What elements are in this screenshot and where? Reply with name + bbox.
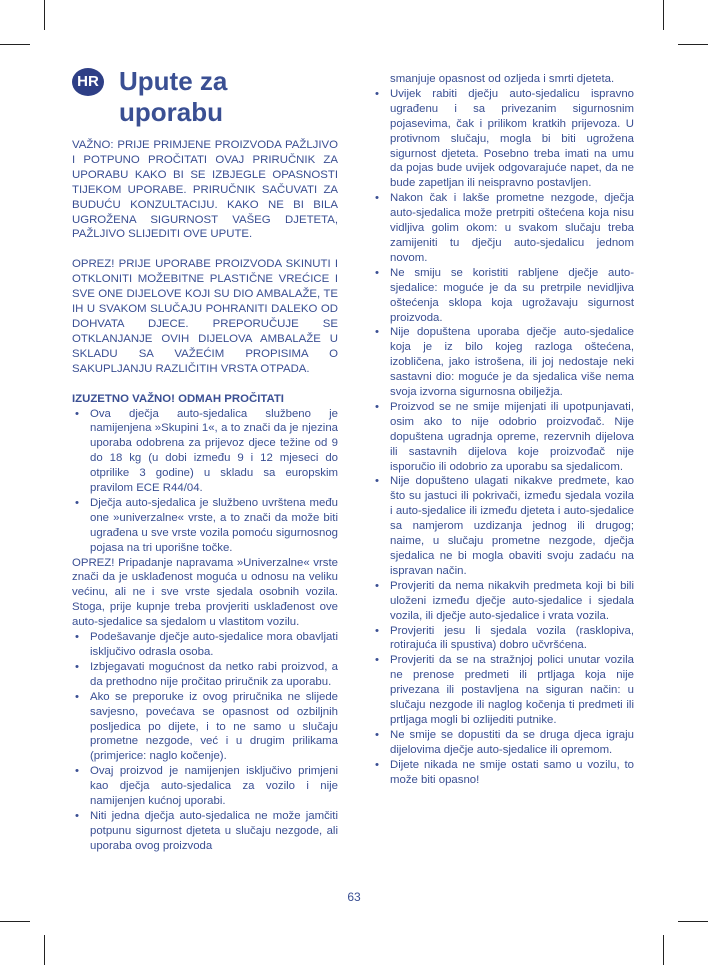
- list-item: • Ovaj proizvod je namijenjen isključivo primjeni kao dječja auto-sjedalica za vozilo i nije namijenjen kućnoj uporabi.: [72, 764, 338, 809]
- language-badge: HR: [72, 68, 104, 96]
- list-item: • Podešavanje dječje auto-sjedalice mora obavljati isključivo odrasla osoba.: [72, 630, 338, 660]
- caution-paragraph: OPREZ! PRIJE UPORABE PROIZVODA SKINUTI I OTKLONITI MOŽEBITNE PLASTIČNE VREĆICE I SVE ONE DIJELOVE KOJI SU DIO AMBALAŽE, TE IH U SVAKOM SLUČAJU POHRANITI DALEKO OD DOHVATA DJECE. PREPORUČUJE SE OTKLANJANJE OVIH DIJELOVA AMBALAŽE U SKLADU SA VAŽEĆIM PROPISIMA O SAKUPLJANJU RAZLIČITIH VRSTA OTPADA.: [72, 258, 338, 375]
- list-item: • Dijete nikada ne smije ostati samo u vozilu, to može biti opasno!: [372, 758, 634, 788]
- list-item: • Provjeriti da se na stražnjoj polici unutar vozila ne prenose predmeti ili prtljaga koja nije privezana ili postavljena na siguran način: u slučaju nezgode ili naglog kočenja ti predmeti ili prtljaga mogli bi ozlijediti putnike.: [372, 653, 634, 728]
- crop-mark: [663, 0, 664, 30]
- page-number: 63: [347, 890, 361, 904]
- crop-mark: [678, 921, 708, 922]
- list-item: • Dječja auto-sjedalica je službeno uvrštena među one »univerzalne« vrste, a to znači da može biti ugrađena u sve vrste vozila pomoću sigurnosnog pojasa na tri uporišne točke.: [72, 496, 338, 556]
- section-heading: IZUZETNO VAŽNO! ODMAH PROČITATI: [72, 392, 284, 405]
- list-item: • Uvijek rabiti dječju auto-sjedalicu ispravno ugrađenu i sa privezanim sigurnosnim pojasevima, čak i prilikom kratkih prijevoza. U protivnom slučaju, mogla bi biti ugrožena sigurnost djeteta. Posebno treba imati na umu da pojas bude uvijek odgovarajuće napet, da ne bude zapetljan ili neispravno postavljen.: [372, 87, 634, 191]
- list-item: • Nije dopušteno ulagati nikakve predmete, kao što su jastuci ili pokrivači, između sjedala vozila i auto-sjedalice ili između djeteta i auto-sjedalice sa namjerom uzdizanja jednog ili drugog; naime, u slučaju prometne nezgode, dječja sjedalica ne bi mogla obaviti svoju zadaću na ispravan način.: [372, 474, 634, 578]
- page-title: Upute za uporabu: [119, 66, 228, 127]
- list-item: • Niti jedna dječja auto-sjedalica ne može jamčiti potpunu sigurnost djeteta u slučaju nezgode, ali uporaba ovog proizvoda: [72, 809, 338, 854]
- list-item: • Proizvod se ne smije mijenjati ili upotpunjavati, osim ako to nije odobrio proizvođač. Nije dopuštena ugradnja opreme, rezervnih dijelova ili sastavnih dijelova koje proizvođač nije isporučio ili odobrio za uporabu sa sjedalicom.: [372, 400, 634, 475]
- list-item-continuation: smanjuje opasnost od ozljeda i smrti djeteta.: [390, 73, 615, 85]
- list-item: • Ako se preporuke iz ovog priručnika ne slijede savjesno, povećava se opasnost od ozbiljnih posljedica po dijete, i to ne samo u slučaju prometne nezgode, već i u drugim prilikama (primjerice: naglo kočenje).: [72, 690, 338, 765]
- crop-mark: [44, 0, 45, 30]
- list-item: • Ne smije se dopustiti da se druga djeca igraju dijelovima dječje auto-sjedalice ili opremom.: [372, 728, 634, 758]
- warning-list: [72, 630, 338, 854]
- left-column: [72, 138, 338, 854]
- crop-mark: [678, 44, 708, 45]
- list-item: • Provjeriti da nema nikakvih predmeta koji bi bili uloženi između dječje auto-sjedalice i sjedala vozila, ili dječje auto-sjedalice i vrata vozila.: [372, 579, 634, 624]
- crop-mark: [44, 935, 45, 965]
- warning-list: [72, 407, 338, 556]
- list-item: • Ova dječja auto-sjedalica službeno je namijenjena »Skupini 1«, a to znači da je njezina uporaba odobrena za prijevoz djece težine od 9 do 18 kg (u dobi između 9 i 12 mjeseci do otprilike 3 godine) u skladu sa europskim pravilom ECE R44/04.: [72, 407, 338, 496]
- caution-note: OPREZ! Pripadanje napravama »Univerzalne« vrste znači da je usklađenost moguća u odnosu na veliku većinu, ali ne i sve vrste sjedala osobnih vozila. Stoga, prije kupnje treba provjeriti usklađenost ove auto-sjedalice sa sjedalom u vlastitom vozilu.: [72, 556, 338, 629]
- list-item: • Nakon čak i lakše prometne nezgode, dječja auto-sjedalica može pretrpiti oštećena koja nisu vidljiva golim okom: u svakom slučaju treba zamijeniti tu dječju auto-sjedalicu jednom novom.: [372, 191, 634, 266]
- list-item: • Izbjegavati mogućnost da netko rabi proizvod, a da prethodno nije pročitao priručnik za uporabu.: [72, 660, 338, 690]
- crop-mark: [663, 935, 664, 965]
- list-item: • Ne smiju se koristiti rabljene dječje auto-sjedalice: moguće je da su pretrpile nevidljiva oštećenja sklopa koja ugrožavaju sigurnost proizvoda.: [372, 266, 634, 326]
- list-item: • Nije dopuštena uporaba dječje auto-sjedalice koja je iz bilo kojeg razloga oštećena, izobličena, jako istrošena, ili joj nedostaje neki sastavni dio: moguće je da sjedalica više nema svoja izvorna sigurnosna obilježja.: [372, 325, 634, 400]
- right-column: [372, 72, 634, 788]
- crop-mark: [0, 921, 30, 922]
- intro-paragraph: VAŽNO: PRIJE PRIMJENE PROIZVODA PAŽLJIVO I POTPUNO PROČITATI OVAJ PRIRUČNIK ZA UPORABU KAKO BI SE IZBJEGLE OPASNOSTI TIJEKOM UPORABE. PRIRUČNIK SAČUVATI ZA BUDUĆU KONZULTACIJU. KAKO NE BI BILA UGROŽENA SIGURNOST VAŠEG DJETETA, PAŽLJIVO SLIJEDITI OVE UPUTE.: [72, 139, 338, 241]
- warning-list: [372, 87, 634, 788]
- list-item: • Provjeriti jesu li sjedala vozila (rasklopiva, rotirajuća ili spustiva) dobro učvršćena.: [372, 624, 634, 654]
- crop-mark: [0, 44, 30, 45]
